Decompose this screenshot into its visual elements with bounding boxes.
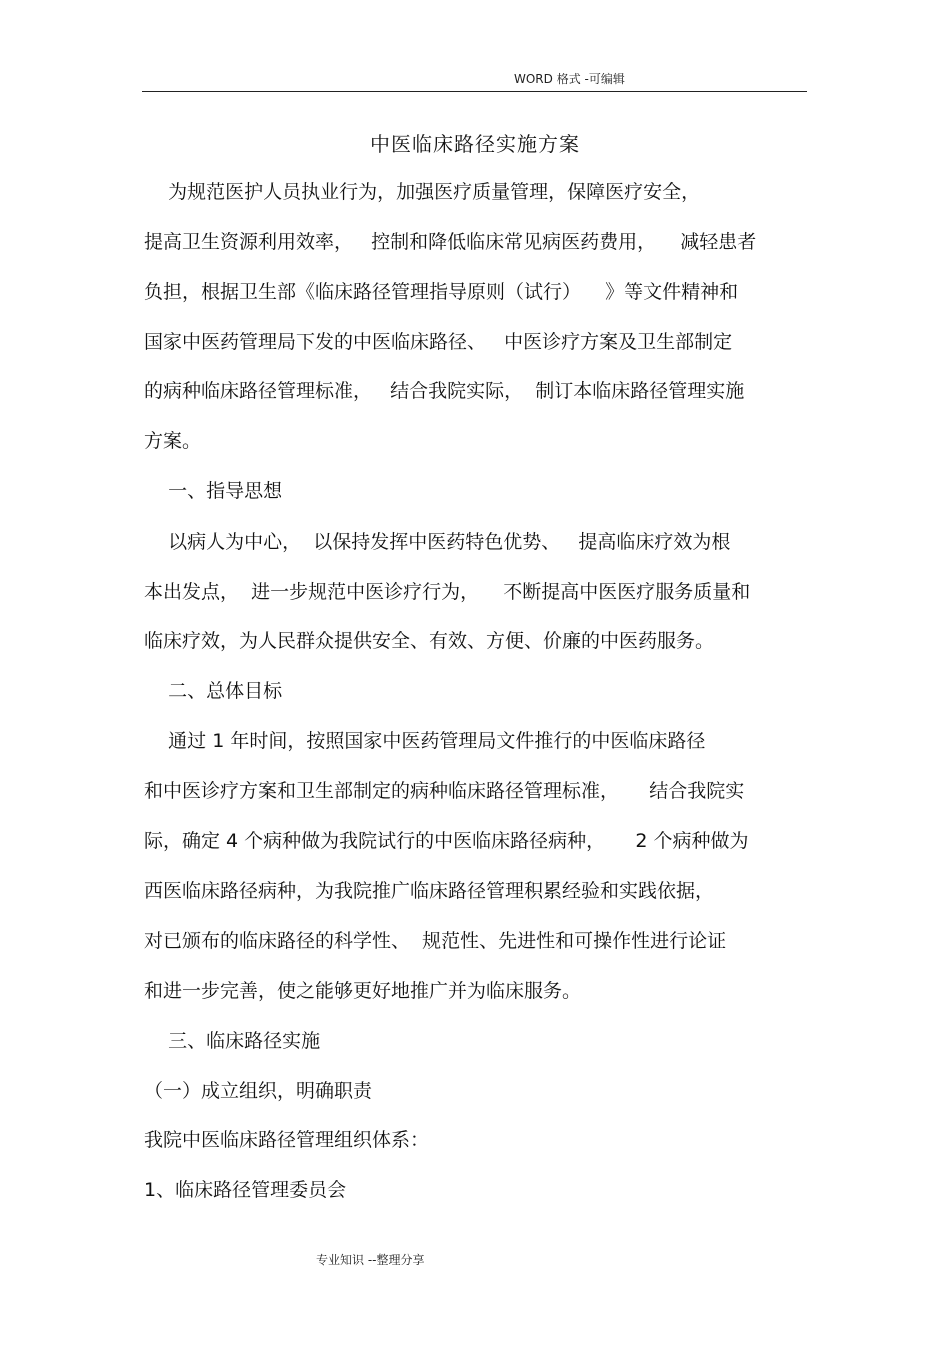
header-rule bbox=[142, 91, 807, 92]
body-line: 提高卫生资源利用效率， 控制和降低临床常见病医药费用， 减轻患者 bbox=[144, 231, 757, 253]
body-line: 为规范医护人员执业行为，加强医疗质量管理，保障医疗安全， bbox=[144, 181, 701, 203]
list-item: 1、临床路径管理委员会 bbox=[144, 1179, 347, 1201]
document-title: 中医临床路径实施方案 bbox=[370, 132, 580, 156]
body-line: 际，确定 4 个病种做为我院试行的中医临床路径病种， 2 个病种做为 bbox=[144, 830, 749, 852]
subsection-heading: （一）成立组织，明确职责 bbox=[144, 1080, 373, 1102]
body-line: 通过 1 年时间，按照国家中医药管理局文件推行的中医临床路径 bbox=[144, 730, 706, 752]
body-line: 国家中医药管理局下发的中医临床路径、 中医诊疗方案及卫生部制定 bbox=[144, 331, 733, 353]
section-heading: 二、总体目标 bbox=[144, 680, 283, 702]
body-line: 以病人为中心， 以保持发挥中医药特色优势、 提高临床疗效为根 bbox=[144, 531, 731, 553]
body-line: 本出发点， 进一步规范中医诊疗行为， 不断提高中医医疗服务质量和 bbox=[144, 581, 751, 603]
section-heading: 三、临床路径实施 bbox=[144, 1030, 321, 1052]
header-text: WORD 格式 -可编辑 bbox=[514, 72, 625, 86]
body-line: 方案。 bbox=[144, 430, 202, 452]
body-line: 和中医诊疗方案和卫生部制定的病种临床路径管理标准， 结合我院实 bbox=[144, 780, 745, 802]
body-line: 临床疗效，为人民群众提供安全、有效、方便、价廉的中医药服务。 bbox=[144, 630, 715, 652]
body-line: 西医临床路径病种，为我院推广临床路径管理积累经验和实践依据， bbox=[144, 880, 715, 902]
section-heading: 一、指导思想 bbox=[144, 480, 283, 502]
body-line: 的病种临床路径管理标准， 结合我院实际， 制订本临床路径管理实施 bbox=[144, 380, 745, 402]
body-line: 和进一步完善，使之能够更好地推广并为临床服务。 bbox=[144, 980, 582, 1002]
body-line: 对已颁布的临床路径的科学性、 规范性、先进性和可操作性进行论证 bbox=[144, 930, 727, 952]
body-line: 我院中医临床路径管理组织体系： bbox=[144, 1129, 430, 1151]
page-footer: 专业知识 --整理分享 bbox=[316, 1253, 425, 1267]
body-line: 负担，根据卫生部《临床路径管理指导原则（试行） 》等文件精神和 bbox=[144, 281, 739, 303]
